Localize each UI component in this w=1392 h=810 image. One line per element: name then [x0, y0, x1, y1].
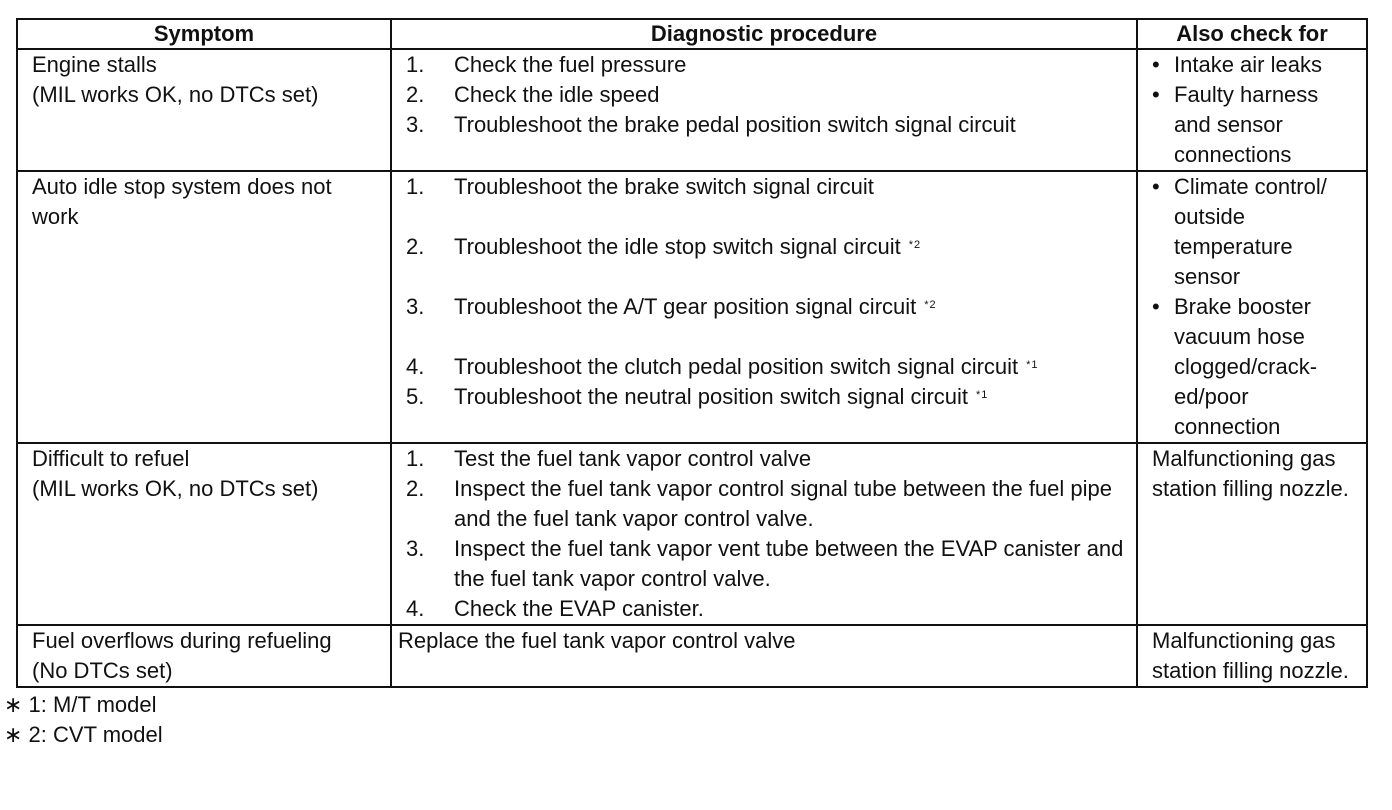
diagnostic-table — [16, 18, 1368, 688]
diagnostic-table-sheet — [4, 18, 1366, 750]
footnote: ∗ 1: M/T model — [4, 692, 157, 717]
symptom-cell — [17, 443, 391, 625]
also-check-item — [1152, 80, 1360, 170]
footnote: ∗ 2: CVT model — [4, 722, 163, 747]
procedure-steps — [406, 50, 1130, 140]
footnote-ref: *2 — [908, 239, 922, 251]
footnote-ref: *1 — [1026, 359, 1039, 371]
table-row — [17, 49, 1367, 171]
step-number: 1. — [406, 52, 425, 77]
also-check-text: Malfunctioning gas station filling nozzle. — [1152, 446, 1349, 501]
procedure-step — [406, 80, 1130, 110]
procedure-step — [406, 474, 1130, 534]
footnotes — [4, 690, 1366, 750]
table-row — [17, 171, 1367, 443]
step-text: Test the fuel tank vapor control valve — [454, 446, 812, 471]
step-text: Troubleshoot the brake switch signal circuit — [454, 174, 874, 199]
symptom-cell — [17, 171, 391, 443]
step-number: 2. — [406, 82, 425, 107]
step-number: 2. — [406, 476, 425, 501]
symptom-line: Fuel overflows during refueling — [32, 628, 332, 653]
procedure-step — [406, 382, 1130, 412]
step-text: Inspect the fuel tank vapor control signal tube between the fuel pipe and the fuel tank vapor control valve. — [454, 476, 1112, 531]
symptom-line: (MIL works OK, no DTCs set) — [32, 476, 319, 501]
step-text: Check the idle speed — [454, 82, 660, 107]
step-text: Troubleshoot the neutral position switch signal circuit — [454, 384, 969, 409]
symptom-line: (MIL works OK, no DTCs set) — [32, 82, 319, 107]
procedure-cell — [391, 171, 1137, 443]
table-row — [17, 625, 1367, 687]
procedure-step — [406, 292, 1130, 322]
step-number: 3. — [406, 536, 425, 561]
symptom-cell — [17, 49, 391, 171]
step-text: Troubleshoot the brake pedal position switch signal circuit — [454, 112, 1016, 137]
table-row — [17, 443, 1367, 625]
also-check-cell — [1137, 625, 1367, 687]
step-number: 3. — [406, 294, 425, 319]
step-text: Troubleshoot the idle stop switch signal circuit — [454, 234, 901, 259]
step-text: Troubleshoot the clutch pedal position switch signal circuit — [454, 354, 1019, 379]
also-check-text: Malfunctioning gas station filling nozzle. — [1152, 628, 1349, 683]
bullet-icon: • — [1152, 52, 1160, 77]
procedure-cell — [391, 49, 1137, 171]
header-symptom: Symptom — [17, 19, 391, 49]
step-number: 5. — [406, 384, 425, 409]
step-text: Check the fuel pressure — [454, 52, 687, 77]
bullet-icon: • — [1152, 294, 1160, 319]
also-check-item — [1152, 172, 1360, 292]
table-header-row — [17, 19, 1367, 49]
header-also-check-for: Also check for — [1137, 19, 1367, 49]
procedure-steps — [406, 444, 1130, 624]
header-diagnostic-procedure: Diagnostic procedure — [391, 19, 1137, 49]
bullet-icon: • — [1152, 82, 1160, 107]
footnote-ref: *2 — [924, 299, 937, 311]
procedure-cell — [391, 625, 1137, 687]
procedure-step — [406, 172, 1130, 202]
also-check-item — [1152, 50, 1360, 80]
step-number: 1. — [406, 174, 425, 199]
footnote-ref: *1 — [976, 389, 989, 401]
step-number: 4. — [406, 596, 425, 621]
procedure-step — [406, 444, 1130, 474]
procedure-text: Replace the fuel tank vapor control valve — [398, 628, 796, 653]
symptom-cell — [17, 625, 391, 687]
also-check-list — [1152, 50, 1360, 170]
also-check-cell — [1137, 49, 1367, 171]
procedure-step — [406, 534, 1130, 594]
symptom-line: (No DTCs set) — [32, 658, 173, 683]
symptom-line: Engine stalls — [32, 52, 157, 77]
also-check-text: Faulty harness and sensor connections — [1174, 82, 1319, 167]
also-check-text: Climate control/ outside temperature sensor — [1174, 174, 1327, 289]
procedure-step — [406, 352, 1130, 382]
procedure-step — [406, 50, 1130, 80]
procedure-step — [406, 232, 1130, 262]
procedure-steps — [406, 172, 1130, 412]
procedure-cell — [391, 443, 1137, 625]
symptom-line: Auto idle stop system does not work — [32, 174, 332, 229]
step-text: Troubleshoot the A/T gear position signal circuit — [454, 294, 917, 319]
step-number: 4. — [406, 354, 425, 379]
also-check-text: Intake air leaks — [1174, 52, 1322, 77]
step-text: Check the EVAP canister. — [454, 596, 704, 621]
also-check-text: Brake booster vacuum hose clogged/crack-ed/poor connection — [1174, 294, 1318, 439]
also-check-cell — [1137, 171, 1367, 443]
procedure-step — [406, 110, 1130, 140]
step-text: Inspect the fuel tank vapor vent tube between the EVAP canister and the fuel tank vapor control valve. — [454, 536, 1124, 591]
bullet-icon: • — [1152, 174, 1160, 199]
also-check-list — [1152, 172, 1360, 442]
step-number: 1. — [406, 446, 425, 471]
also-check-cell — [1137, 443, 1367, 625]
step-number: 2. — [406, 234, 425, 259]
also-check-item — [1152, 292, 1360, 442]
procedure-step — [406, 594, 1130, 624]
step-number: 3. — [406, 112, 425, 137]
symptom-line: Difficult to refuel — [32, 446, 190, 471]
